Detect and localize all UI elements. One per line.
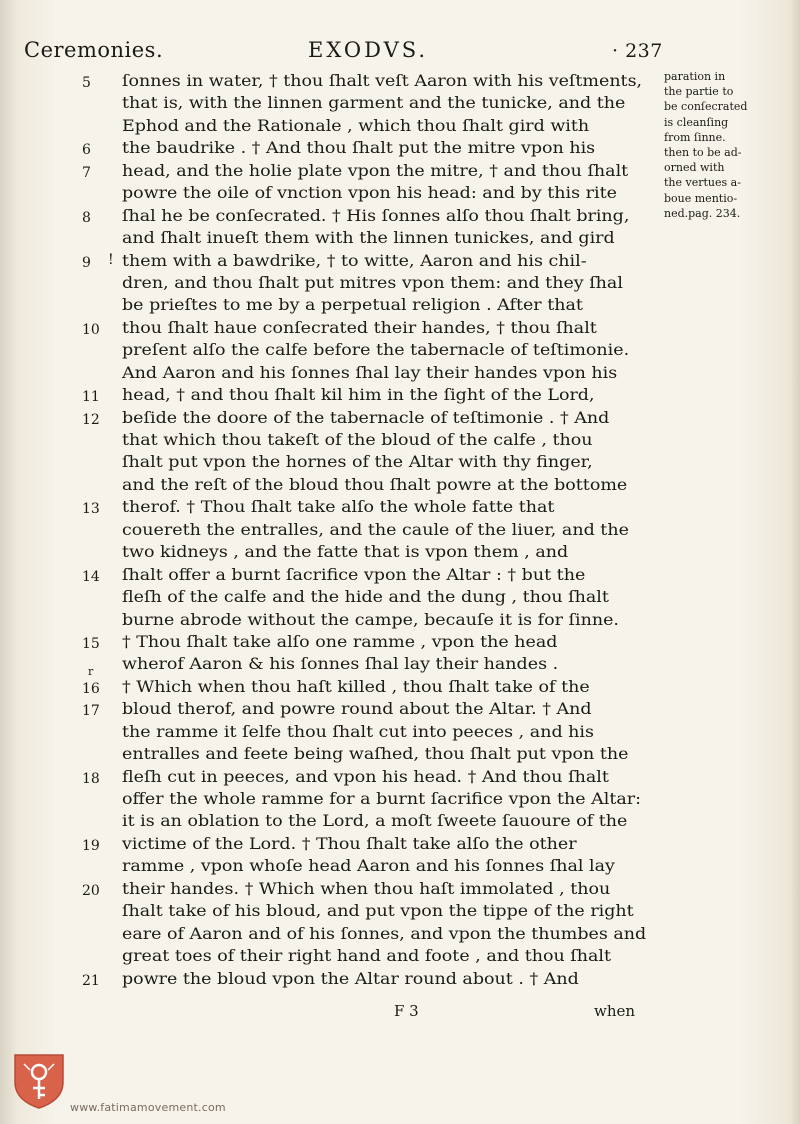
line-text: preſent alſo the calfe before the tabernacle of teſtimonie. xyxy=(122,341,630,360)
line-text: couereth the entralles, and the caule of the liuer, and the xyxy=(122,520,629,539)
line-text: offer the whole ramme for a burnt ſacrifice vpon the Altar: xyxy=(122,790,641,808)
text-line xyxy=(82,137,652,159)
signature-mark: F 3 xyxy=(394,1002,419,1020)
line-text: Ephod and the Rationale , which thou ſhalt gird with xyxy=(122,116,590,135)
verse-number: 8 xyxy=(82,209,91,226)
line-text: burne abrode without the campe, becauſe it is for ſinne. xyxy=(122,610,619,629)
text-line xyxy=(122,182,652,204)
text-line xyxy=(82,968,652,990)
line-text: † Thou ſhalt take alſo one ramme , vpon the head xyxy=(122,632,558,651)
line-text: the baudrike . † And thou ſhalt put the mitre vpon his xyxy=(122,139,596,158)
line-text: head, † and thou ſhalt kil him in the ſight of the Lord, xyxy=(122,386,595,405)
margin-note-line: is cleanſing xyxy=(664,115,729,129)
line-text: that which thou takeſt of the bloud of the calfe , thou xyxy=(122,431,593,449)
page-number: · 237 xyxy=(612,40,663,62)
line-text: be prieſtes to me by a perpetual religion . After that xyxy=(122,296,583,315)
margin-note-line: the partie to xyxy=(664,85,734,99)
shield-logo-icon xyxy=(12,1052,66,1110)
line-text: beſide the doore of the tabernacle of teſtimonie . † And xyxy=(122,408,610,427)
line-text: fleſh cut in peeces, and vpon his head. † And thou ſhalt xyxy=(122,767,609,786)
verse-number: 9 xyxy=(82,254,91,271)
verse-number: 7 xyxy=(82,164,91,181)
text-line xyxy=(82,70,652,92)
text-line xyxy=(122,810,652,832)
text-line xyxy=(82,317,652,339)
margin-mark: r xyxy=(88,665,94,678)
margin-note-line: from ſinne. xyxy=(664,130,726,144)
line-text: bloud therof, and powre round about the Altar. † And xyxy=(122,700,592,719)
text-line xyxy=(122,721,652,743)
text-line xyxy=(82,676,652,698)
line-text: fleſh of the calfe and the hide and the dung , thou ſhalt xyxy=(122,588,609,607)
line-text: victime of the Lord. † Thou ſhalt take alſo the other xyxy=(122,834,577,853)
verse-number: 10 xyxy=(82,321,100,338)
text-line xyxy=(82,205,652,227)
text-line xyxy=(82,564,652,586)
line-text: them with a bawdrike, † to witte, Aaron and his chil- xyxy=(122,251,587,270)
text-line xyxy=(122,429,652,451)
running-head-left: Ceremonies. xyxy=(24,38,164,62)
text-line xyxy=(122,362,652,384)
margin-note-line: the vertues a- xyxy=(664,176,741,190)
text-line xyxy=(122,541,652,563)
text-line xyxy=(122,653,652,675)
text-line xyxy=(82,250,652,272)
text-line xyxy=(122,743,652,765)
line-text: and ſhalt inueſt them with the linnen tunickes, and gird xyxy=(122,229,615,248)
text-line xyxy=(122,474,652,496)
line-text: ſhalt offer a burnt ſacrifice vpon the Altar : † but the xyxy=(122,565,586,584)
text-line xyxy=(82,878,652,900)
verse-number: 13 xyxy=(82,501,100,518)
text-line xyxy=(82,766,652,788)
text-line xyxy=(82,384,652,406)
line-text: and the reſt of the bloud thou ſhalt powre at the bottome xyxy=(122,475,628,494)
text-line xyxy=(82,407,652,429)
line-text: therof. † Thou ſhalt take alſo the whole fatte that xyxy=(122,498,555,517)
line-text: And Aaron and his ſonnes ſhal lay their handes vpon his xyxy=(122,363,618,382)
margin-note-line: orned with xyxy=(664,161,725,175)
scripture-text xyxy=(82,70,652,990)
line-text: ſhal he be conſecrated. † His ſonnes alſo thou ſhalt bring, xyxy=(122,206,630,225)
text-line xyxy=(122,294,652,316)
footer-url[interactable]: www.fatimamovement.com xyxy=(70,1101,226,1114)
verse-number: 11 xyxy=(82,389,100,406)
line-text: ſhalt take of his bloud, and put vpon the tippe of the right xyxy=(122,902,634,921)
text-line xyxy=(82,496,652,518)
text-line xyxy=(122,92,652,114)
line-text: two kidneys , and the fatte that is vpon them , and xyxy=(122,543,569,562)
text-line xyxy=(122,519,652,541)
margin-annotation xyxy=(664,69,784,221)
text-line xyxy=(82,160,652,182)
line-text: † Which when thou haſt killed , thou ſhalt take of the xyxy=(122,677,590,696)
running-head-book: EXODVS. xyxy=(308,38,429,62)
text-line xyxy=(122,451,652,473)
verse-number: 12 xyxy=(82,411,100,428)
verse-number: 6 xyxy=(82,142,91,159)
line-text: it is an oblation to the Lord, a moſt ſweete ſauoure of the xyxy=(122,812,628,831)
verse-number: 5 xyxy=(82,75,91,91)
margin-note-line: then to be ad- xyxy=(664,146,742,160)
text-line xyxy=(82,833,652,855)
text-line xyxy=(122,900,652,922)
text-line xyxy=(122,855,652,877)
line-text: thou ſhalt haue conſecrated their handes, † thou ſhalt xyxy=(122,318,597,337)
line-text: ramme , vpon whoſe head Aaron and his ſonnes ſhal lay xyxy=(122,857,615,876)
margin-note-line: ned.pag. 234. xyxy=(664,206,741,220)
verse-number: 21 xyxy=(82,972,100,989)
text-line xyxy=(122,609,652,631)
text-line xyxy=(122,923,652,945)
margin-note-line: boue mentio- xyxy=(664,191,738,205)
text-line xyxy=(82,631,652,653)
catchword: when xyxy=(594,1002,636,1020)
verse-number: 15 xyxy=(82,635,100,652)
line-text: the ramme it ſelfe thou ſhalt cut into peeces , and his xyxy=(122,722,594,741)
text-line xyxy=(122,272,652,294)
line-text: powre the bloud vpon the Altar round about . † And xyxy=(122,969,579,988)
line-text: their handes. † Which when thou haſt immolated , thou xyxy=(122,879,611,898)
text-line xyxy=(122,945,652,967)
text-line xyxy=(122,339,652,361)
verse-number: 18 xyxy=(82,770,100,787)
margin-note-line: paration in xyxy=(664,70,726,83)
text-line xyxy=(82,698,652,720)
line-text: dren, and thou ſhalt put mitres vpon them: and they ſhal xyxy=(122,273,623,292)
verse-number: 20 xyxy=(82,882,100,899)
line-text: great toes of their right hand and foote , and thou ſhalt xyxy=(122,947,612,966)
verse-number: 17 xyxy=(82,703,100,720)
line-text: ſonnes in water, † thou ſhalt veſt Aaron with his veſtments, xyxy=(122,72,643,90)
margin-mark: ! xyxy=(108,252,114,268)
margin-note-line: be conſecrated xyxy=(664,100,748,114)
text-line xyxy=(122,586,652,608)
line-text: that is, with the linnen garment and the tunicke, and the xyxy=(122,94,626,113)
text-line xyxy=(122,788,652,810)
verse-number: 19 xyxy=(82,837,100,854)
line-text: eare of Aaron and of his ſonnes, and vpon the thumbes and xyxy=(122,924,647,943)
line-text: powre the oile of vnction vpon his head: and by this rite xyxy=(122,184,617,203)
text-line xyxy=(122,115,652,137)
line-text: head, and the holie plate vpon the mitre, † and thou ſhalt xyxy=(122,161,629,180)
verse-number: 14 xyxy=(82,568,100,585)
text-line xyxy=(122,227,652,249)
line-text: entralles and feete being waſhed, thou ſhalt put vpon the xyxy=(122,745,629,764)
verse-number: 16 xyxy=(82,680,100,697)
line-text: wherof Aaron & his ſonnes ſhal lay their handes . xyxy=(122,655,559,674)
line-text: ſhalt put vpon the hornes of the Altar with thy finger, xyxy=(122,453,593,472)
